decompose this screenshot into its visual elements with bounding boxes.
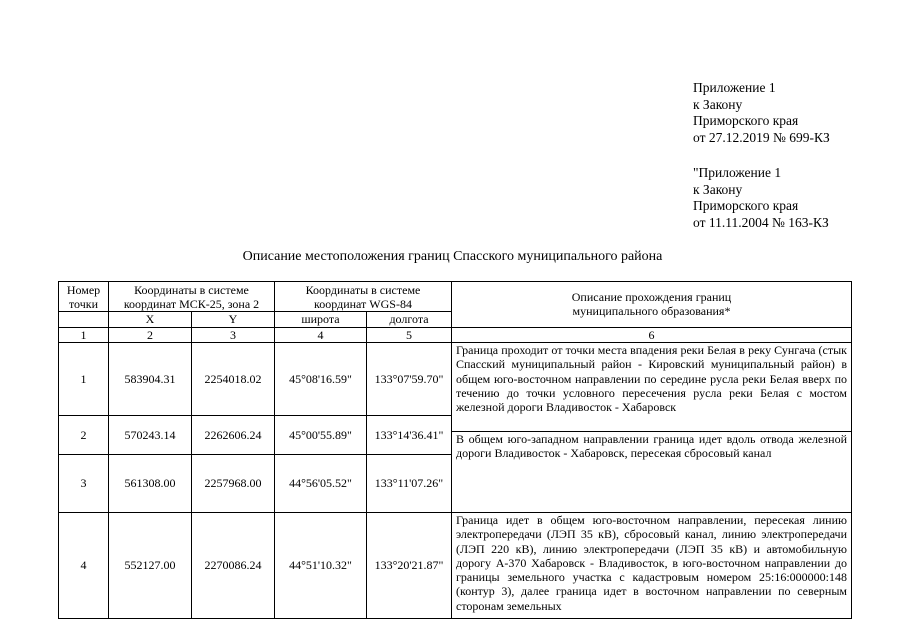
column-number-row [59, 327, 852, 343]
latitude: 45°08'16.59" [275, 343, 367, 416]
point-number: 4 [59, 513, 109, 619]
coordinate-y: 2270086.24 [192, 513, 275, 619]
column-number: 3 [192, 327, 275, 343]
point-number: 3 [59, 455, 109, 513]
annex-line: к Закону [693, 181, 743, 197]
header-latitude: широта [275, 312, 367, 328]
column-number: 5 [367, 327, 452, 343]
longitude: 133°11'07.26" [367, 455, 452, 513]
annex-line: от 11.11.2004 № 163-КЗ [693, 214, 829, 230]
annex-line: к Закону [693, 96, 743, 112]
boundary-description: Граница проходит от точки места впадения реки Белая в реку Сунгача (стык Спасский муниципальный район - Кировский муниципальный район) в общем юго-восточном направлении по середине русла реки Белая вверх по течению до точки условного пересечения русла реки Белая с мостом железной дороги Владивосток - Хабаровск [452, 343, 852, 432]
coordinate-x: 552127.00 [109, 513, 192, 619]
header-description: Описание прохождения границ муниципального образования* [452, 282, 852, 328]
latitude: 44°51'10.32" [275, 513, 367, 619]
header-y: Y [192, 312, 275, 328]
boundary-table [58, 281, 852, 619]
column-number: 6 [452, 327, 852, 343]
header-point-number: Номер точки [59, 282, 109, 312]
point-number: 1 [59, 343, 109, 416]
point-number: 2 [59, 416, 109, 455]
coordinate-x: 583904.31 [109, 343, 192, 416]
header-longitude: долгота [367, 312, 452, 328]
coordinate-x: 561308.00 [109, 455, 192, 513]
header-wgs84-coordinates: Координаты в системе координат WGS-84 [275, 282, 452, 312]
table-row [59, 513, 852, 619]
annex-line: "Приложение 1 [693, 165, 782, 180]
annex-original-reference [693, 165, 829, 231]
annex-line: Приморского края [693, 113, 799, 128]
boundary-description: В общем юго-западном направлении граница идет вдоль отвода железной дороги Владивосток - Хабаровск, пересекая сбросовый канал [452, 432, 852, 513]
column-number: 4 [275, 327, 367, 343]
annex-line: Приморского края [693, 198, 799, 213]
latitude: 45°00'55.89" [275, 416, 367, 455]
header-blank [59, 312, 109, 328]
longitude: 133°20'21.87" [367, 513, 452, 619]
coordinate-y: 2254018.02 [192, 343, 275, 416]
annex-line: Приложение 1 [693, 80, 776, 95]
boundary-description: Граница идет в общем юго-восточном направлении, пересекая линию электропередачи (ЛЭП 35 кВ), сбросовый канал, линию электропередачи (ЛЭП 220 кВ), линию электропередачи (ЛЭП 35 кВ) и автомобильную дорогу А-370 Хабаровск - Владивосток, в юго-восточном направлении до границы земельного участка с кадастровым номером 25:16:000000:148 (контур 3), далее граница идет в восточном направлении по северным сторонам земельных [452, 513, 852, 619]
header-x: X [109, 312, 192, 328]
longitude: 133°14'36.41" [367, 416, 452, 455]
column-number: 2 [109, 327, 192, 343]
coordinate-x: 570243.14 [109, 416, 192, 455]
document-title: Описание местоположения границ Спасского муниципального района [242, 249, 663, 264]
longitude: 133°07'59.70" [367, 343, 452, 416]
annex-current-reference [693, 80, 830, 146]
coordinate-y: 2257968.00 [192, 455, 275, 513]
column-number: 1 [59, 327, 109, 343]
header-msk25-coordinates: Координаты в системе координат МСК-25, зона 2 [109, 282, 275, 312]
annex-line: от 27.12.2019 № 699-КЗ [693, 129, 830, 145]
latitude: 44°56'05.52" [275, 455, 367, 513]
coordinate-y: 2262606.24 [192, 416, 275, 455]
